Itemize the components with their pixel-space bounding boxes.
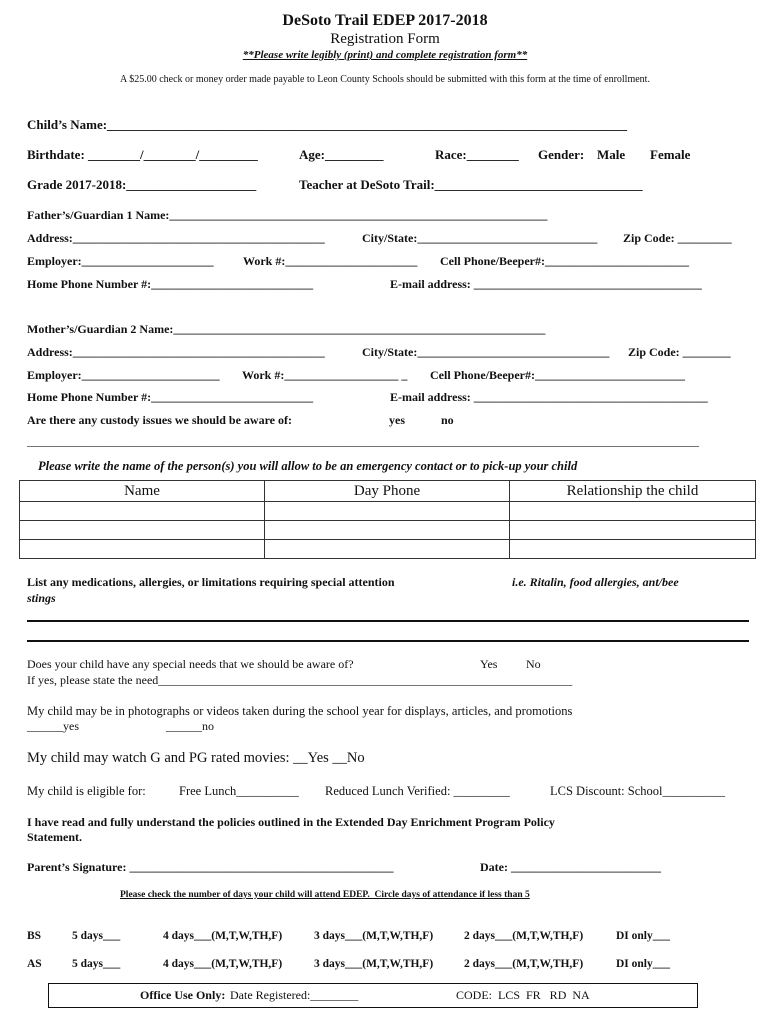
medications-example-cont: stings	[27, 591, 56, 605]
guardian2-work-field[interactable]: Work #:___________________ _	[242, 368, 408, 382]
as-4-days-option[interactable]: 4 days___(M,T,W,TH,F)	[163, 958, 283, 970]
guardian1-email-field[interactable]: E-mail address: ______________________________________	[390, 277, 702, 291]
guardian2-city-field[interactable]: City/State:________________________________	[362, 345, 610, 359]
custody-no-option[interactable]: no	[441, 413, 454, 427]
table-header-row	[20, 481, 756, 502]
grade-field[interactable]: Grade 2017-2018:____________________	[27, 177, 257, 192]
special-needs-details-field[interactable]: If yes, please state the need_____________________________________________________________________	[27, 673, 573, 687]
as-row-label: AS	[27, 958, 42, 970]
column-header-day-phone: Day Phone	[265, 481, 510, 502]
policy-acknowledgment-cont: Statement.	[27, 830, 82, 844]
guardian1-cell-field[interactable]: Cell Phone/Beeper#:________________________	[440, 254, 689, 268]
guardian2-name-field[interactable]: Mother’s/Guardian 2 Name:______________________________________________________________	[27, 322, 546, 336]
guardian1-employer-field[interactable]: Employer:______________________	[27, 254, 214, 268]
custody-question: Are there any custody issues we should be aware of:	[27, 413, 293, 427]
form-title: DeSoto Trail EDEP 2017-2018	[282, 12, 488, 29]
contact-phone-cell[interactable]	[265, 502, 510, 521]
guardian2-employer-field[interactable]: Employer:_______________________	[27, 368, 220, 382]
policy-acknowledgment: I have read and fully understand the policies outlined in the Extended Day Enrichment Program Policy	[27, 815, 555, 829]
special-needs-no-option[interactable]: No	[526, 657, 541, 671]
office-use-label: Office Use Only:	[140, 988, 226, 1002]
custody-yes-option[interactable]: yes	[389, 413, 405, 427]
teacher-field[interactable]: Teacher at DeSoto Trail:________________________________	[299, 177, 643, 192]
attendance-instruction: Please check the number of days your child will attend EDEP. Circle days of attendance if less than 5	[120, 890, 530, 900]
as-2-days-option[interactable]: 2 days___(M,T,W,TH,F)	[464, 958, 584, 970]
column-header-relationship: Relationship the child	[510, 481, 756, 502]
bs-3-days-option[interactable]: 3 days___(M,T,W,TH,F)	[314, 930, 434, 942]
guardian1-name-field[interactable]: Father’s/Guardian 1 Name:_______________________________________________________________	[27, 208, 548, 222]
as-3-days-option[interactable]: 3 days___(M,T,W,TH,F)	[314, 958, 434, 970]
guardian2-zip-field[interactable]: Zip Code: ________	[628, 345, 731, 359]
eligibility-label: My child is eligible for:	[27, 784, 146, 798]
contact-relationship-cell[interactable]	[510, 521, 756, 540]
gender-label: Gender:	[538, 147, 585, 162]
photo-consent-statement: My child may be in photographs or videos taken during the school year for displays, articles, and promotions	[27, 704, 573, 718]
photo-consent-no[interactable]: ______no	[166, 719, 214, 733]
age-field[interactable]: Age:_________	[299, 147, 384, 162]
lcs-discount-field[interactable]: LCS Discount: School__________	[550, 784, 726, 798]
medications-answer-line-1[interactable]	[27, 620, 749, 622]
reduced-lunch-field[interactable]: Reduced Lunch Verified: _________	[325, 784, 510, 798]
contact-phone-cell[interactable]	[265, 540, 510, 559]
medications-label: List any medications, allergies, or limitations requiring special attention	[27, 575, 395, 589]
race-field[interactable]: Race:________	[435, 147, 519, 162]
medications-example: i.e. Ritalin, food allergies, ant/bee	[512, 575, 679, 589]
signature-date-field[interactable]: Date: _________________________	[480, 860, 661, 874]
as-di-only-option[interactable]: DI only___	[616, 958, 670, 970]
bs-row-label: BS	[27, 930, 42, 942]
bs-5-days-option[interactable]: 5 days___	[72, 930, 121, 942]
photo-consent-yes[interactable]: ______yes	[27, 719, 79, 733]
special-needs-question: Does your child have any special needs that we should be aware of?	[27, 657, 354, 671]
medications-answer-line-2[interactable]	[27, 640, 749, 642]
emergency-contact-heading: Please write the name of the person(s) you will allow to be an emergency contact or to pick-up your child	[38, 459, 578, 473]
movie-consent-statement[interactable]: My child may watch G and PG rated movies: __Yes __No	[27, 750, 365, 766]
guardian1-address-field[interactable]: Address:__________________________________________	[27, 231, 325, 245]
birthdate-field[interactable]: Birthdate: ________/________/_________	[27, 147, 258, 162]
guardian1-city-field[interactable]: City/State:______________________________	[362, 231, 598, 245]
gender-male-option[interactable]: Male	[597, 147, 626, 162]
legibility-instruction: **Please write legibly (print) and complete registration form**	[242, 49, 528, 61]
fee-note: A $25.00 check or money order made payable to Leon County Schools should be submitted with this form at the time of enrollment.	[120, 74, 650, 85]
special-needs-yes-option[interactable]: Yes	[480, 657, 498, 671]
guardian1-home-phone-field[interactable]: Home Phone Number #:___________________________	[27, 277, 314, 291]
emergency-contact-table	[19, 480, 756, 559]
bs-4-days-option[interactable]: 4 days___(M,T,W,TH,F)	[163, 930, 283, 942]
as-5-days-option[interactable]: 5 days___	[72, 958, 121, 970]
office-code-options[interactable]: CODE: LCS FR RD NA	[456, 988, 590, 1002]
column-header-name: Name	[20, 481, 265, 502]
bs-di-only-option[interactable]: DI only___	[616, 930, 670, 942]
guardian2-email-field[interactable]: E-mail address: _______________________________________	[390, 390, 708, 404]
guardian2-address-field[interactable]: Address:__________________________________________	[27, 345, 325, 359]
contact-phone-cell[interactable]	[265, 521, 510, 540]
contact-relationship-cell[interactable]	[510, 502, 756, 521]
table-row	[20, 540, 756, 559]
gender-female-option[interactable]: Female	[650, 147, 691, 162]
childs-name-field[interactable]: Child’s Name:________________________________________________________________________________	[27, 117, 628, 132]
contact-name-cell[interactable]	[20, 521, 265, 540]
table-row	[20, 502, 756, 521]
free-lunch-field[interactable]: Free Lunch__________	[179, 784, 299, 798]
guardian2-home-phone-field[interactable]: Home Phone Number #:___________________________	[27, 390, 314, 404]
contact-name-cell[interactable]	[20, 540, 265, 559]
guardian1-work-field[interactable]: Work #:______________________	[243, 254, 418, 268]
date-registered-field[interactable]: Date Registered:________	[230, 988, 359, 1002]
contact-relationship-cell[interactable]	[510, 540, 756, 559]
contact-name-cell[interactable]	[20, 502, 265, 521]
parent-signature-field[interactable]: Parent’s Signature: ____________________________________________	[27, 860, 394, 874]
custody-details-line[interactable]: ________________________________________________________________________________________________________________	[27, 435, 699, 448]
guardian1-zip-field[interactable]: Zip Code: _________	[623, 231, 732, 245]
table-row	[20, 521, 756, 540]
guardian2-cell-field[interactable]: Cell Phone/Beeper#:_________________________	[430, 368, 685, 382]
form-subtitle: Registration Form	[330, 31, 440, 47]
bs-2-days-option[interactable]: 2 days___(M,T,W,TH,F)	[464, 930, 584, 942]
